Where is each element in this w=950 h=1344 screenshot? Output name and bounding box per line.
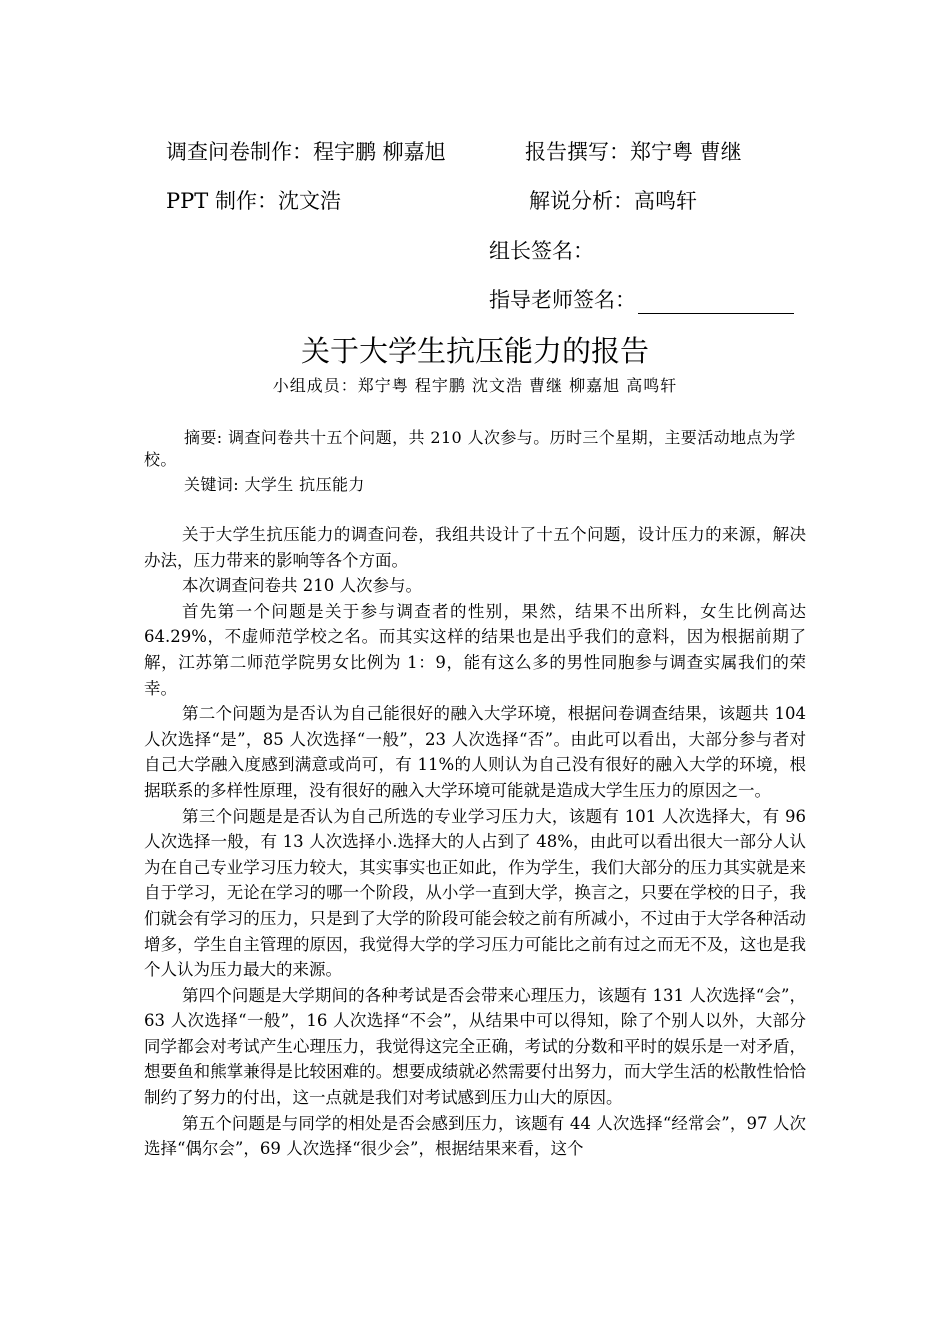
report-title: 关于大学生抗压能力的报告: [300, 334, 649, 368]
ppt-label: PPT 制作：: [166, 189, 278, 213]
abstract-block: [144, 427, 804, 496]
report-names: 郑宁粤 曹继: [630, 140, 742, 164]
abstract-keywords: 关键词: 大学生 抗压能力: [184, 475, 365, 494]
teacher-sign-label: 指导老师签名：: [489, 288, 636, 312]
credit-ppt: [166, 187, 341, 215]
teacher-signature: [489, 286, 794, 314]
report-label: 报告撰写：: [525, 140, 630, 164]
leader-sign-label: 组长签名：: [489, 239, 594, 263]
survey-label: 调查问卷制作：: [166, 140, 313, 164]
analysis-names: 高鸣轩: [634, 189, 697, 213]
ppt-names: 沈文浩: [277, 189, 341, 213]
group-members: 小组成员：郑宁粤 程宇鹏 沈文浩 曹继 柳嘉旭 高鸣轩: [272, 376, 678, 395]
abstract-summary: 摘要: 调查问卷共十五个问题，共 210 人次参与。历时三个星期，主要活动地点为学校。: [144, 428, 796, 469]
report-body: [144, 522, 806, 1162]
body-paragraph: 第三个问题是是否认为自己所选的专业学习压力大，该题有 101 人次选择大，有 96 人次选择一般，有 13 人次选择小.选择大的人占到了 48%，由此可以看出很大一部分人认为在自己专业学习压力较大，其实事实也正如此，作为学生，我们大部分的压力其实就是来自于学习，无论在学习的哪一个阶段，从小学一直到大学，换言之，只要在学校的日子，我们就会有学习的压力，只是到了大学的阶段可能会较之前有所减小，不过由于大学各种活动增多，学生自主管理的原因，我觉得大学的学习压力可能比之前有过之而无不及，这也是我个人认为压力最大的来源。: [144, 806, 806, 980]
survey-names: 程宇鹏 柳嘉旭: [313, 140, 446, 164]
credit-analysis: [529, 187, 697, 215]
body-paragraph: 首先第一个问题是关于参与调查者的性别，果然，结果不出所料，女生比例高达 64.29%，不虚师范学校之名。而其实这样的结果也是出乎我们的意料，因为根据前期了解，江苏第二师范学院男女比例为 1：9，能有这么多的男性同胞参与调查实属我们的荣幸。: [144, 601, 806, 698]
credit-survey: [166, 138, 446, 166]
signature-line: [638, 293, 794, 314]
body-paragraph: 本次调查问卷共 210 人次参与。: [182, 576, 422, 596]
analysis-label: 解说分析：: [529, 189, 634, 213]
leader-signature: [489, 237, 594, 265]
body-paragraph: 第四个问题是大学期间的各种考试是否会带来心理压力，该题有 131 人次选择“会”，63 人次选择“一般”，16 人次选择“不会”，从结果中可以得知，除了个别人以外，大部分同学都会对考试产生心理压力，我觉得这完全正确，考试的分数和平时的娱乐是一对矛盾，想要鱼和熊掌兼得是比较困难的。想要成绩就必然需要付出努力，而大学生活的松散性恰恰制约了努力的付出，这一点就是我们对考试感到压力山大的原因。: [144, 985, 806, 1108]
body-paragraph: 第二个问题为是否认为自己能很好的融入大学环境，根据问卷调查结果，该题共 104 人次选择“是”，85 人次选择“一般”，23 人次选择“否”。由此可以看出，大部分参与者对自己大学融入度感到满意或尚可，有 11%的人则认为自己没有很好的融入大学的环境，根据联系的多样性原理，没有很好的融入大学环境可能就是造成大学生压力的原因之一。: [144, 704, 806, 800]
body-paragraph: 第五个问题是与同学的相处是否会感到压力，该题有 44 人次选择“经常会”，97 人次选择“偶尔会”，69 人次选择“很少会”，根据结果来看，这个: [144, 1113, 806, 1159]
body-paragraph: 关于大学生抗压能力的调查问卷，我组共设计了十五个问题，设计压力的来源，解决办法，压力带来的影响等各个方面。: [144, 525, 806, 570]
credit-report: [525, 138, 742, 166]
